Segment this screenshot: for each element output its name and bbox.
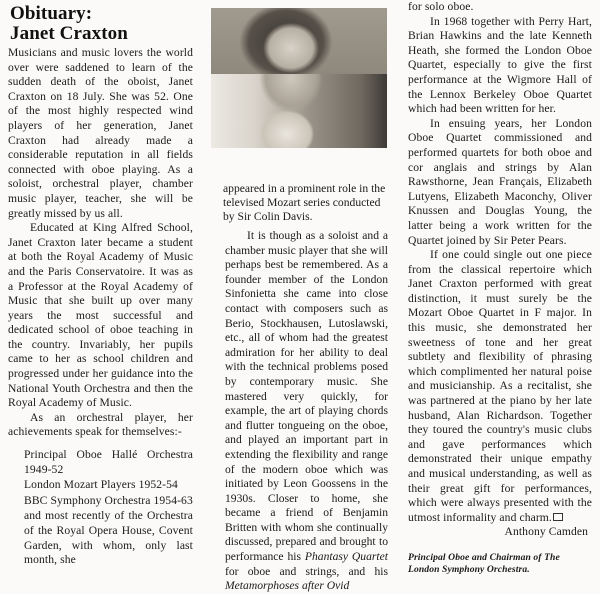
position-item: London Mozart Players 1952-54 (24, 478, 178, 492)
portrait-photo (211, 8, 387, 74)
title-line-2: Janet Craxton (10, 23, 128, 44)
paragraph-soloist (225, 229, 388, 594)
column-3 (408, 0, 592, 576)
work-title-phantasy: Phantasy Quartet (304, 550, 388, 564)
paragraph-mozart-text: If one could single out one piece from the classical repertoire which Janet Craxton performed with great distinction, it must surely be the Mozart Oboe Quartet in F major. In this music, she demonstrated her sweetness of tone and her great subtlety and flexibility of phrasing which complimented her natural poise and musicianship. As a recitalist, she was partnered at the piano by her late husband, Alan Richardson. Together they toured the country's music clubs and gave performances which demonstrated their unique empathy and musical understanding, as well as their great gift for performances, which were always presented with the utmost informality and charm. (408, 248, 592, 524)
positions-list (24, 448, 193, 568)
paragraph-continuation: for solo oboe. (408, 0, 474, 13)
paragraph-orchestral: As an orchestral player, her achievements speak for themselves:- (8, 410, 193, 439)
portrait-photo-lower (211, 74, 387, 148)
paragraph-quartet-formed: In 1968 together with Perry Hart, Brian Hawkins and the late Kenneth Heath, she formed the London Oboe Quartet, especially to give the first performance at the Wigmore Hall of the Lennox Berkeley Oboe Quartet which had been written for her. (408, 14, 592, 116)
column-2 (225, 229, 388, 594)
end-mark-icon (553, 513, 563, 521)
work-title-metamorphoses: Metamorphoses after Ovid (225, 579, 350, 593)
position-item: BBC Symphony Orchestra 1954-63 (24, 493, 193, 507)
author-signature: Anthony Camden (504, 525, 588, 539)
position-item: Principal Oboe Hallé Orchestra 1949-52 (24, 448, 193, 476)
paragraph-soloist-text: It is though as a soloist and a chamber music player that she will perhaps best be remembered. As a founder member of the London Sinfonietta she came into close contact with composers such as Berio, Stockhausen, Lutoslawski, etc., all of whom had the greatest admiration for her ability to deal with the technical problems posed by contemporary music. She mastered very quickly, for example, the art of playing chords and flutter tongueing on the oboe, and played an important part in extending the flexibility and range of the modern oboe which was initiated by Leon Goossens in the 1930s. Closer to home, she became a friend of Benjamin Britten with whom she continually discussed, prepared and brought to performance his (225, 229, 388, 564)
author-byline: Principal Oboe and Chairman of The London Symphony Orchestra. (408, 551, 560, 575)
article-title (10, 4, 193, 44)
paragraph-intro: Musicians and music lovers the world over were saddened to learn of the sudden death of the oboist, Janet Craxton on 18 July. She was 52. One of the most highly respected wind players of her generation, Janet Craxton had already made a considerable reputation in all fields connected with oboe playing. As a soloist, orchestral player, chamber music player, teacher, she will be greatly missed by us all. (8, 46, 193, 220)
paragraph-royal-opera: and most recently of the Orchestra of the Royal Opera House, Covent Garden, with whom, only last month, she (24, 509, 193, 567)
title-line-1: Obituary: (10, 3, 93, 24)
paragraph-mozart (408, 248, 592, 525)
column-1 (8, 0, 193, 569)
paragraph-education: Educated at King Alfred School, Janet Craxton later became a student at both the Royal Academy of Music and the Paris Conservatoire. It was as a Professor at the Royal Academy of Music that she built up over many years the most successful and dedicated school of oboe teaching in the country. Invariably, her pupils came to her as school children and progressed under her guidance into the National Youth Orchestra and then the Royal Academy of Music. (8, 221, 193, 410)
photo-caption: appeared in a prominent role in the televised Mozart series conducted by Sir Colin Davis. (223, 182, 386, 223)
paragraph-commissions: In ensuing years, her London Oboe Quartet commissioned and performed quartets for both oboe and cor anglais and strings by Alan Rawsthorne, Jean Français, Elizabeth Lutyens, Elizabeth Maconchy, Oliver Knussen and Douglas Young, the latter being a work written for the Quartet joined by Sir Peter Pears. (408, 116, 592, 247)
paragraph-soloist-text-cont: for oboe and strings, and his (225, 564, 388, 578)
